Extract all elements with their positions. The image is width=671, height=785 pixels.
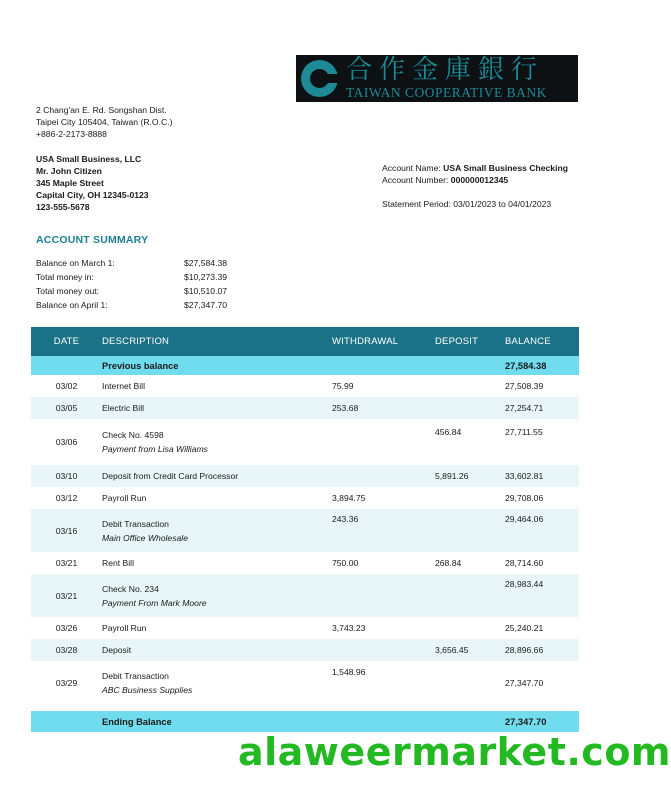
cell-description: Deposit from Credit Card Processor (102, 465, 332, 487)
customer-line: 123-555-5678 (36, 202, 90, 212)
cell-date: 03/12 (55, 493, 78, 503)
cell-deposit (435, 509, 505, 552)
summary-row (36, 284, 236, 298)
cell-withdrawal: 253.68 (332, 397, 435, 419)
account-name-row (382, 162, 568, 174)
cell-date: 03/21 (55, 558, 78, 568)
cell-deposit: 456.84 (435, 427, 462, 437)
cell-date: 03/05 (31, 397, 102, 419)
previous-balance-label: Previous balance (102, 356, 332, 375)
account-name-label: Account Name: (382, 163, 441, 173)
account-number: 000000012345 (450, 175, 509, 185)
table-row (31, 661, 579, 705)
cell-description-sub: Payment From Mark Moore (102, 597, 207, 608)
summary-label: Total money out: (36, 286, 100, 296)
table-row (31, 574, 579, 617)
cell-deposit (435, 574, 505, 617)
cell-balance: 27,254.71 (505, 397, 579, 419)
cell-description-main: Check No. 234 (102, 583, 159, 594)
cell-deposit (435, 617, 505, 639)
cell-date: 03/28 (31, 639, 102, 661)
cell-balance: 25,240.21 (505, 623, 544, 633)
cell-date: 03/29 (55, 678, 78, 688)
cell-date: 03/06 (55, 437, 78, 447)
cell-deposit (435, 661, 505, 705)
table-row (31, 509, 579, 552)
summary-row (36, 298, 236, 312)
customer-line: 345 Maple Street (36, 178, 104, 188)
bank-logo-chinese: 合作金庫銀行 (346, 55, 545, 85)
customer-line: Capital City, OH 12345-0123 (36, 190, 149, 200)
cell-withdrawal (332, 465, 435, 487)
customer-line: USA Small Business, LLC (36, 154, 142, 164)
summary-label: Balance on March 1: (36, 258, 115, 268)
cell-date: 03/26 (55, 623, 78, 633)
cell-date: 03/10 (31, 465, 102, 487)
watermark-text: alaweermarket.com (238, 730, 671, 774)
table-row (31, 397, 579, 419)
cell-description: Payroll Run (102, 493, 147, 503)
table-row (31, 552, 579, 574)
cell-description (102, 509, 332, 552)
summary-value: $27,584.38 (184, 258, 228, 268)
cell-description (102, 574, 332, 617)
header-date: DATE (31, 327, 102, 356)
summary-label: Total money in: (36, 272, 94, 282)
account-number-label: Account Number: (382, 175, 449, 185)
cell-withdrawal (332, 419, 435, 465)
summary-value: $10,510.07 (184, 286, 228, 296)
cell-balance: 27,347.70 (505, 678, 544, 688)
statement-period: 03/01/2023 to 04/01/2023 (453, 199, 552, 209)
bank-address (36, 104, 172, 140)
cell-description: Electric Bill (102, 397, 332, 419)
transactions-table (31, 327, 579, 732)
header-withdrawal: WITHDRAWAL (332, 327, 435, 356)
table-row (31, 465, 579, 487)
statement-period-label: Statement Period: (382, 199, 451, 209)
cell-description-main: Check No. 4598 (102, 430, 164, 440)
cell-description: Payroll Run (102, 623, 147, 633)
cell-deposit: 268.84 (435, 558, 462, 568)
summary-row (36, 270, 236, 284)
table-row (31, 419, 579, 465)
cell-description (102, 661, 332, 705)
table-row (31, 487, 579, 509)
ending-balance-row (31, 711, 579, 732)
bank-address-line: +886-2-2173-8888 (36, 129, 107, 139)
header-deposit: DEPOSIT (435, 327, 505, 356)
cell-description-main: Debit Transaction (102, 671, 169, 681)
account-summary-title: ACCOUNT SUMMARY (36, 234, 149, 246)
cell-balance: 28,714.60 (505, 558, 544, 568)
statement-period-row (382, 198, 568, 210)
customer-address (36, 153, 149, 213)
summary-value: $27,347.70 (184, 300, 228, 310)
customer-line: Mr. John Citizen (36, 166, 102, 176)
header-description: DESCRIPTION (102, 327, 332, 356)
cell-description: Rent Bill (102, 558, 134, 568)
cell-description-sub: Main Office Wholesale (102, 532, 188, 543)
cell-deposit (435, 375, 505, 397)
account-info (382, 162, 568, 210)
bank-logo-english: TAIWAN COOPERATIVE BANK (346, 85, 547, 100)
cell-date: 03/16 (31, 509, 102, 552)
cell-date: 03/02 (55, 381, 78, 391)
cell-description-main: Debit Transaction (102, 518, 169, 529)
bank-logo-icon (301, 60, 338, 97)
header-balance: BALANCE (505, 327, 579, 356)
cell-description: Internet Bill (102, 381, 145, 391)
cell-deposit (435, 397, 505, 419)
previous-balance-value: 27,584.38 (505, 356, 579, 375)
cell-balance: 27,711.55 (505, 427, 543, 437)
cell-deposit: 3,656.45 (435, 639, 505, 661)
table-row (31, 639, 579, 661)
cell-withdrawal: 75.99 (332, 381, 354, 391)
cell-balance: 28,896.66 (505, 639, 579, 661)
cell-balance: 33,602.81 (505, 465, 579, 487)
cell-balance: 27,508.39 (505, 381, 544, 391)
table-row (31, 617, 579, 639)
cell-description (102, 419, 332, 465)
previous-balance-row (31, 356, 579, 375)
cell-withdrawal (332, 639, 435, 661)
cell-balance: 29,464.06 (505, 509, 579, 552)
cell-description-sub: Payment from Lisa Williams (102, 444, 208, 454)
summary-label: Balance on April 1: (36, 300, 108, 310)
cell-balance: 28,983.44 (505, 574, 579, 617)
summary-row (36, 256, 236, 270)
summary-value: $10,273.39 (184, 272, 228, 282)
cell-description: Deposit (102, 639, 332, 661)
account-name: USA Small Business Checking (443, 163, 568, 173)
bank-address-line: Taipei City 105404, Taiwan (R.O.C.) (36, 117, 173, 127)
cell-date: 03/21 (31, 574, 102, 617)
cell-withdrawal: 1,548.96 (332, 667, 366, 677)
bank-address-line: 2 Chang'an E. Rd. Songshan Dist. (36, 105, 167, 115)
ending-balance-label: Ending Balance (102, 711, 332, 732)
bank-logo (296, 55, 578, 102)
account-number-row (382, 174, 568, 186)
cell-deposit (435, 487, 505, 509)
cell-withdrawal (332, 574, 435, 617)
table-row (31, 375, 579, 397)
ending-balance-value: 27,347.70 (505, 711, 579, 732)
table-header-row (31, 327, 579, 356)
cell-withdrawal: 243.36 (332, 509, 435, 552)
cell-withdrawal: 3,743.23 (332, 623, 366, 633)
cell-withdrawal: 750.00 (332, 558, 359, 568)
cell-description-sub: ABC Business Supplies (102, 685, 193, 695)
cell-balance: 29,708.06 (505, 493, 544, 503)
cell-withdrawal: 3,894.75 (332, 493, 366, 503)
cell-deposit: 5,891.26 (435, 465, 505, 487)
